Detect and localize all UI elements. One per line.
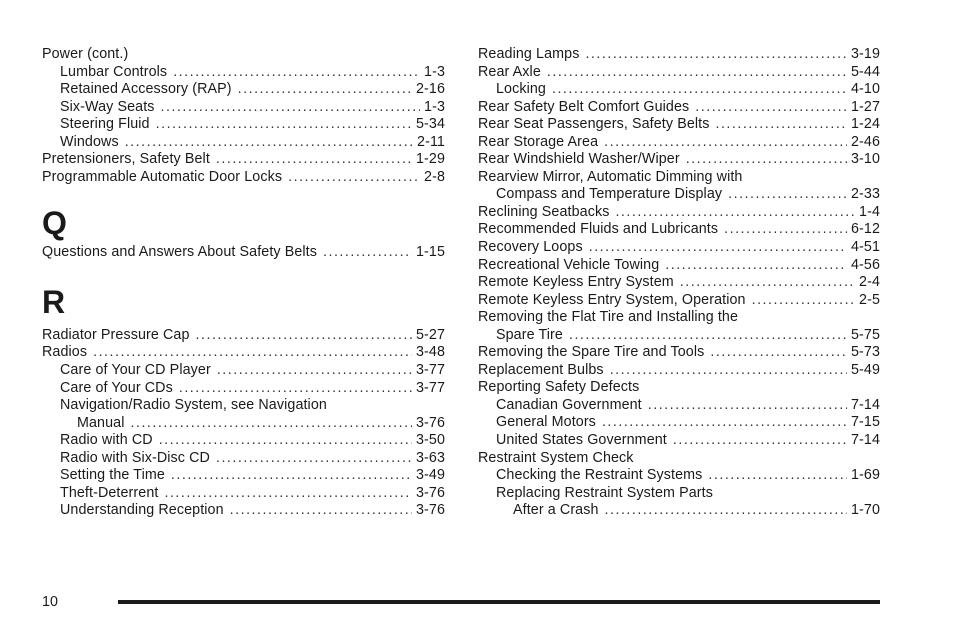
index-entry: Theft-Deterrent ..... 3-76 xyxy=(42,485,445,503)
index-entry: Rear Safety Belt Comfort Guides ..... 1-27 xyxy=(478,99,880,117)
index-entry: Rear Axle ..... 5-44 xyxy=(478,64,880,82)
section-letter-q: Q xyxy=(42,205,67,242)
index-entry: Windows ..... 2-11 xyxy=(42,134,445,152)
index-entry: Recovery Loops ..... 4-51 xyxy=(478,239,880,257)
index-entry: Replacement Bulbs ..... 5-49 xyxy=(478,362,880,380)
index-entry: Reading Lamps ..... 3-19 xyxy=(478,46,880,64)
index-entry: Care of Your CDs ..... 3-77 xyxy=(42,380,445,398)
index-entry: Spare Tire ..... 5-75 xyxy=(478,327,880,345)
index-entry: Pretensioners, Safety Belt ..... 1-29 xyxy=(42,151,445,169)
index-entry: General Motors ..... 7-15 xyxy=(478,414,880,432)
index-entry: Radios ..... 3-48 xyxy=(42,344,445,362)
index-entry: Remote Keyless Entry System ..... 2-4 xyxy=(478,274,880,292)
index-entry: Setting the Time ..... 3-49 xyxy=(42,467,445,485)
index-column-right xyxy=(478,46,880,520)
index-entry: Retained Accessory (RAP) ..... 2-16 xyxy=(42,81,445,99)
index-entry: Radio with CD ..... 3-50 xyxy=(42,432,445,450)
index-entry: Questions and Answers About Safety Belts ..... 1-15 xyxy=(42,244,445,262)
index-entry: Six-Way Seats ..... 1-3 xyxy=(42,99,445,117)
index-entry-header: Replacing Restraint System Parts xyxy=(496,484,713,501)
index-entry: Recommended Fluids and Lubricants ..... 6-12 xyxy=(478,221,880,239)
index-entry: Removing the Spare Tire and Tools ..... 5-73 xyxy=(478,344,880,362)
index-entry: United States Government ..... 7-14 xyxy=(478,432,880,450)
index-entry: Rear Windshield Washer/Wiper ..... 3-10 xyxy=(478,151,880,169)
index-entry-header: Removing the Flat Tire and Installing the xyxy=(478,309,738,326)
index-entry: Remote Keyless Entry System, Operation ..... 2-5 xyxy=(478,292,880,310)
index-entry: Manual ..... 3-76 xyxy=(42,415,445,433)
section-letter-r: R xyxy=(42,283,66,320)
index-entry: Canadian Government ..... 7-14 xyxy=(478,397,880,415)
footer-rule xyxy=(118,600,880,604)
index-column-left xyxy=(42,46,445,520)
index-entry: Reclining Seatbacks ..... 1-4 xyxy=(478,204,880,222)
index-entry: Locking ..... 4-10 xyxy=(478,81,880,99)
index-entry: Radiator Pressure Cap ..... 5-27 xyxy=(42,327,445,345)
index-entry: Understanding Reception ..... 3-76 xyxy=(42,502,445,520)
index-entry: After a Crash ..... 1-70 xyxy=(478,502,880,520)
index-entry: Compass and Temperature Display ..... 2-33 xyxy=(478,186,880,204)
index-entry: Programmable Automatic Door Locks ..... 2-8 xyxy=(42,169,445,187)
index-entry: Radio with Six-Disc CD ..... 3-63 xyxy=(42,450,445,468)
index-entry-header: Restraint System Check xyxy=(478,449,634,466)
index-entry: Lumbar Controls ..... 1-3 xyxy=(42,64,445,82)
index-entry: Care of Your CD Player ..... 3-77 xyxy=(42,362,445,380)
index-entry-header: Rearview Mirror, Automatic Dimming with xyxy=(478,168,743,185)
index-entry-header: Power (cont.) xyxy=(42,46,129,62)
index-entry: Recreational Vehicle Towing ..... 4-56 xyxy=(478,257,880,275)
index-entry: Checking the Restraint Systems ..... 1-69 xyxy=(478,467,880,485)
index-entry-header: Navigation/Radio System, see Navigation xyxy=(60,397,327,414)
index-entry: Steering Fluid ..... 5-34 xyxy=(42,116,445,134)
index-entry: Rear Storage Area ..... 2-46 xyxy=(478,134,880,152)
page-number: 10 xyxy=(42,594,58,610)
index-entry: Rear Seat Passengers, Safety Belts ..... 1-24 xyxy=(478,116,880,134)
index-entry-header: Reporting Safety Defects xyxy=(478,379,640,396)
